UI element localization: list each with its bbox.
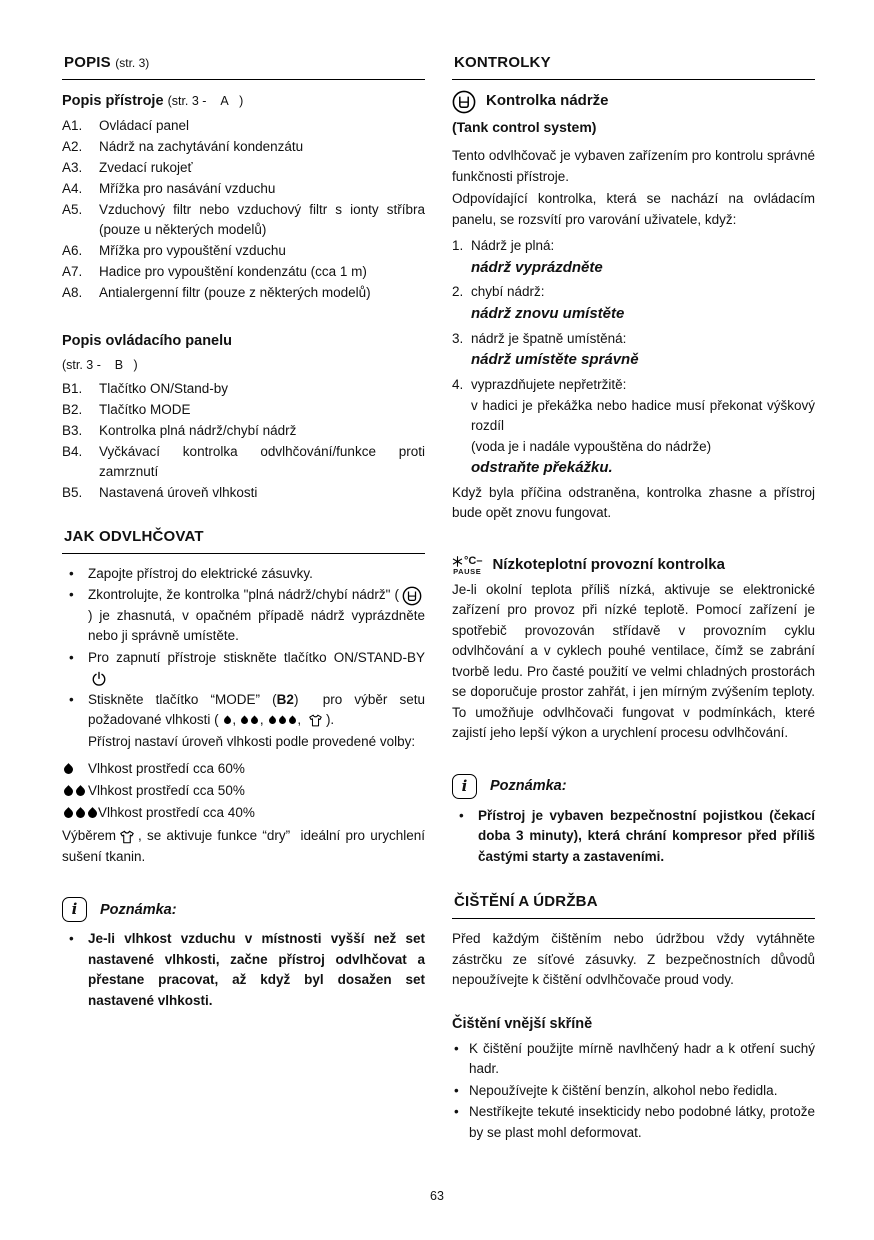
item-text: Zapojte přístroj do elektrické zásuvky. bbox=[88, 565, 313, 581]
note-header bbox=[62, 897, 425, 922]
list-item bbox=[62, 585, 425, 647]
item-body bbox=[471, 282, 815, 328]
item-text: Mřížka pro nasávání vzduchu bbox=[99, 180, 276, 196]
item-number: B4. bbox=[62, 443, 83, 459]
info-icon bbox=[452, 774, 477, 799]
note-header bbox=[452, 774, 815, 799]
humidity-text: Vlhkost prostředí cca 40% bbox=[98, 805, 255, 821]
item-number: A4. bbox=[62, 180, 83, 196]
cleaning-paragraph: Před každým čištěním nebo údržbou vždy vytáhněte zástrčku ze síťové zásuvky. Z bezpečnostních důvodů nepoužívejte k čištění odvlhčovače proud vody. bbox=[452, 931, 815, 988]
three-drops-icon bbox=[62, 809, 98, 818]
one-drop-icon bbox=[222, 717, 232, 724]
panel-page-ref: (str. 3 - B ) bbox=[62, 357, 138, 372]
humidity-row bbox=[62, 802, 425, 824]
list-continuation bbox=[62, 732, 425, 753]
one-drop-icon bbox=[62, 765, 88, 774]
bullet-marker: • bbox=[69, 691, 74, 707]
list-item bbox=[62, 158, 425, 179]
note-item bbox=[62, 929, 425, 1011]
tank-paragraph: Odpovídající kontrolka, která se nachází na ovládacím panelu, se rozsvítí pro varování uživatele, když: bbox=[452, 191, 815, 227]
item-action: odstraňte překážku. bbox=[471, 459, 613, 477]
item-text: Antialergenní filtr (pouze z některých modelů) bbox=[99, 284, 371, 300]
item-text: Nestříkejte tekuté insekticidy nebo podobné látky, protože by se plast mohl deformovat. bbox=[469, 1104, 815, 1140]
low-temp-paragraph: Je-li okolní teplota příliš nízká, aktivuje se elektronické zařízení pro provoz při nízké teplotě. Pomocí zařízení je spotřebič provozován střídavě v provozním cyklu odvlhčování a v cyklech pouhé ventilace, čímž se zabrání tvorbě ledu. Pro časté použití ve velmi chladných prostorách se doporučuje prostor zahřát, i jen mírným zvýšením teploty. To umožňuje odvlhčovači fungovat v podmínkách, které zajistí jeho lepší výkon a urychlení procesu odvlhčování. bbox=[452, 581, 815, 741]
item-detail: v hadici je překážka nebo hadice musí překonat výškový rozdíl bbox=[471, 397, 815, 434]
separator: , bbox=[232, 712, 237, 728]
drop-shape bbox=[240, 716, 250, 726]
low-temp-heading bbox=[452, 554, 815, 577]
note-label: Poznámka: bbox=[100, 901, 177, 918]
text-part: Pro zapnutí přístroje stiskněte tlačítko ON/STAND-BY bbox=[88, 649, 425, 665]
section-heading-popis bbox=[62, 52, 425, 80]
item-number: B2. bbox=[62, 401, 83, 417]
list-item bbox=[62, 283, 425, 304]
section-heading-jak-odvlhcovat bbox=[62, 526, 425, 554]
item-text bbox=[88, 690, 425, 731]
popis-title: POPIS bbox=[64, 54, 111, 71]
text-part: , se aktivuje funkce “dry” ideální pro urychlení sušení tkanin. bbox=[62, 828, 425, 864]
bullet-marker: • bbox=[454, 1104, 459, 1120]
drop-shape bbox=[62, 785, 75, 798]
item-action: nádrž znovu umístěte bbox=[471, 304, 625, 322]
snowflake-icon bbox=[452, 556, 463, 567]
item-number: A1. bbox=[62, 117, 83, 133]
item-text: Ovládací panel bbox=[99, 117, 190, 133]
item-label: nádrž je špatně umístěná: bbox=[471, 330, 627, 346]
item-number: B3. bbox=[62, 422, 83, 438]
item-text: Přístroj nastaví úroveň vlhkosti podle provedené volby: bbox=[88, 733, 416, 749]
item-text: Kontrolka plná nádrž/chybí nádrž bbox=[99, 422, 297, 438]
item-number: A7. bbox=[62, 263, 83, 279]
item-text: Hadice pro vypouštění kondenzátu (cca 1 m) bbox=[99, 263, 367, 279]
item-text: Nastavená úroveň vlhkosti bbox=[99, 484, 258, 500]
tank-warning-list bbox=[452, 236, 815, 483]
device-description-heading bbox=[62, 90, 425, 112]
control-panel-list bbox=[62, 379, 425, 504]
lowtemp-icon-top bbox=[452, 556, 482, 567]
text-part: Výběrem bbox=[62, 828, 117, 844]
dry-function-text bbox=[62, 826, 425, 867]
tank-control-heading bbox=[452, 90, 815, 114]
list-item bbox=[62, 564, 425, 585]
item-number: A8. bbox=[62, 284, 83, 300]
list-item bbox=[62, 442, 425, 483]
item-text: K čištění použijte mírně navlhčený hadr a k otření suchý hadr. bbox=[469, 1040, 815, 1077]
section-heading-cisteni bbox=[452, 891, 815, 919]
list-item bbox=[62, 379, 425, 400]
control-panel-heading bbox=[62, 330, 425, 352]
note-item bbox=[452, 806, 815, 868]
item-label: Nádrž je plná: bbox=[471, 238, 555, 254]
item-text: Nádrž na zachytávání kondenzátu bbox=[99, 138, 304, 154]
low-temp-title: Nízkoteplotní provozní kontrolka bbox=[492, 555, 725, 573]
list-item bbox=[62, 179, 425, 200]
item-number: B5. bbox=[62, 484, 83, 500]
bullet-marker: • bbox=[69, 565, 74, 581]
item-label: chybí nádrž: bbox=[471, 284, 545, 300]
two-drops-icon bbox=[240, 717, 260, 724]
item-body bbox=[471, 329, 815, 375]
drop-shape bbox=[74, 807, 87, 820]
bullet-marker: • bbox=[69, 649, 74, 665]
cleaning-subheading: Čištění vnější skříně bbox=[452, 1015, 593, 1032]
bullet-marker: • bbox=[454, 1040, 459, 1056]
item-text: Zvedací rukojeť bbox=[99, 159, 193, 175]
drop-shape bbox=[250, 716, 260, 726]
item-action: nádrž vyprázdněte bbox=[471, 258, 603, 276]
list-item bbox=[62, 262, 425, 283]
text-part: ). bbox=[325, 712, 335, 728]
b2-ref: B2 bbox=[276, 691, 294, 707]
list-item bbox=[62, 483, 425, 504]
item-number: 2. bbox=[452, 284, 464, 300]
list-item bbox=[62, 241, 425, 262]
list-item bbox=[62, 400, 425, 421]
note-text: Je-li vlhkost vzduchu v místnosti vyšší než set nastavené vlhkosti, začne přístroj odvlhčovat a přestane pracovat, až když byl dosažen set nastavené vlhkosti. bbox=[88, 931, 425, 1008]
item-text: Nepoužívejte k čištění benzín, alkohol nebo ředidla. bbox=[469, 1082, 778, 1098]
drop-shape bbox=[222, 716, 232, 726]
cleaning-list bbox=[452, 1039, 815, 1144]
how-to-list bbox=[62, 564, 425, 753]
right-column bbox=[452, 52, 815, 1144]
humidity-legend bbox=[62, 758, 425, 824]
humidity-row bbox=[62, 780, 425, 802]
item-text bbox=[88, 585, 425, 647]
bullet-marker: • bbox=[69, 931, 74, 947]
two-drops-icon bbox=[62, 787, 88, 796]
item-number: A6. bbox=[62, 242, 83, 258]
shirt-icon bbox=[119, 830, 135, 844]
item-text: Mřížka pro vypouštění vzduchu bbox=[99, 242, 286, 258]
item-text: Vyčkávací kontrolka odvlhčování/funkce proti zamrznutí bbox=[99, 443, 425, 480]
bullet-marker-empty bbox=[62, 732, 88, 753]
panel-heading-text: Popis ovládacího panelu bbox=[62, 332, 233, 349]
item-number: 4. bbox=[452, 377, 464, 393]
drop-shape bbox=[267, 716, 277, 726]
text-part: Stiskněte tlačítko “MODE” ( bbox=[88, 691, 277, 707]
note-text: Přístroj je vybaven bezpečnostní pojistkou (čekací doba 3 minuty), která chrání kompresor před příliš častými starty a zastaveními. bbox=[478, 807, 815, 864]
item-number: 1. bbox=[452, 238, 464, 254]
power-icon bbox=[91, 671, 107, 687]
item-text: Vzduchový filtr nebo vzduchový filtr s ionty stříbra (pouze u některých modelů) bbox=[99, 201, 425, 238]
item-label: vyprazdňujete nepřetržitě: bbox=[471, 377, 627, 393]
note-block bbox=[62, 897, 425, 1011]
bullet-marker: • bbox=[69, 587, 74, 603]
text-part: Zkontrolujte, že kontrolka "plná nádrž/chybí nádrž" ( bbox=[88, 587, 399, 603]
drop-shape bbox=[277, 716, 287, 726]
humidity-text: Vlhkost prostředí cca 50% bbox=[88, 783, 245, 799]
drop-shape bbox=[287, 716, 297, 726]
jak-title: JAK ODVLHČOVAT bbox=[64, 527, 204, 545]
text-part: ) pro výběr setu požadované vlhkosti ( bbox=[88, 691, 425, 728]
humidity-row bbox=[62, 758, 425, 780]
tank-closing-paragraph: Když byla příčina odstraněna, kontrolka zhasne a přístroj bude opět znovu fungovat. bbox=[452, 484, 815, 521]
item-action: nádrž umístěte správně bbox=[471, 351, 639, 369]
item-number: B1. bbox=[62, 380, 83, 396]
section-heading-kontrolky bbox=[452, 52, 815, 80]
left-column bbox=[62, 52, 425, 1144]
separator: , bbox=[297, 712, 302, 728]
list-item bbox=[452, 329, 815, 375]
three-drops-icon bbox=[267, 717, 297, 724]
list-item bbox=[62, 648, 425, 689]
text-part: ) je zhasnutá, v opačném případě nádrž vyprázdněte nebo ji správně umístěte. bbox=[88, 607, 425, 644]
shirt-icon bbox=[308, 714, 323, 727]
list-item bbox=[452, 1081, 815, 1102]
list-item bbox=[452, 1039, 815, 1080]
list-item bbox=[62, 137, 425, 158]
list-item bbox=[62, 200, 425, 241]
popis-page-ref: (str. 3) bbox=[115, 56, 150, 70]
info-icon bbox=[62, 897, 87, 922]
list-item bbox=[62, 421, 425, 442]
drop-shape bbox=[62, 763, 75, 776]
info-i-glyph: i bbox=[71, 900, 78, 919]
item-number: A5. bbox=[62, 201, 83, 217]
item-text bbox=[88, 648, 425, 689]
info-i-glyph: i bbox=[461, 776, 468, 795]
item-detail: (voda je i nadále vypouštěna do nádrže) bbox=[471, 438, 712, 454]
device-page-ref: (str. 3 - A ) bbox=[167, 93, 244, 108]
list-item bbox=[452, 375, 815, 483]
list-item bbox=[452, 1102, 815, 1143]
device-heading-text: Popis přístroje bbox=[62, 92, 164, 109]
page-number: 63 bbox=[430, 1189, 444, 1203]
drop-shape bbox=[62, 807, 75, 820]
device-parts-list bbox=[62, 116, 425, 304]
list-item bbox=[62, 116, 425, 137]
tank-control-subtitle: (Tank control system) bbox=[452, 118, 597, 135]
tank-icon bbox=[452, 90, 476, 114]
bullet-marker: • bbox=[454, 1082, 459, 1098]
separator: , bbox=[259, 712, 264, 728]
drop-shape bbox=[74, 785, 87, 798]
item-text: Tlačítko ON/Stand-by bbox=[99, 380, 229, 396]
cisteni-title: ČIŠTĚNÍ A ÚDRŽBA bbox=[454, 893, 598, 911]
list-item bbox=[452, 282, 815, 328]
item-text: Tlačítko MODE bbox=[99, 401, 191, 417]
item-number: A3. bbox=[62, 159, 83, 175]
item-body bbox=[471, 375, 815, 483]
item-number: A2. bbox=[62, 138, 83, 154]
note-label: Poznámka: bbox=[490, 778, 567, 795]
bullet-marker: • bbox=[459, 807, 464, 823]
tank-control-title: Kontrolka nádrže bbox=[486, 92, 609, 110]
list-item bbox=[62, 690, 425, 731]
lowtemp-pause-label: PAUSE bbox=[453, 566, 482, 576]
tank-icon bbox=[402, 586, 422, 606]
tank-paragraph: Tento odvlhčovač je vybaven zařízením pro kontrolu správné funkčnosti přístroje. bbox=[452, 148, 815, 184]
item-number: 3. bbox=[452, 330, 464, 346]
kontrolky-title: KONTROLKY bbox=[454, 54, 551, 71]
item-body bbox=[471, 236, 815, 282]
lowtemp-icon-label: °C– bbox=[464, 554, 483, 567]
note-block bbox=[452, 774, 815, 868]
snowflake-pause-icon bbox=[452, 556, 482, 576]
drop-shape bbox=[86, 807, 99, 820]
humidity-text: Vlhkost prostředí cca 60% bbox=[88, 761, 245, 777]
list-item bbox=[452, 236, 815, 282]
